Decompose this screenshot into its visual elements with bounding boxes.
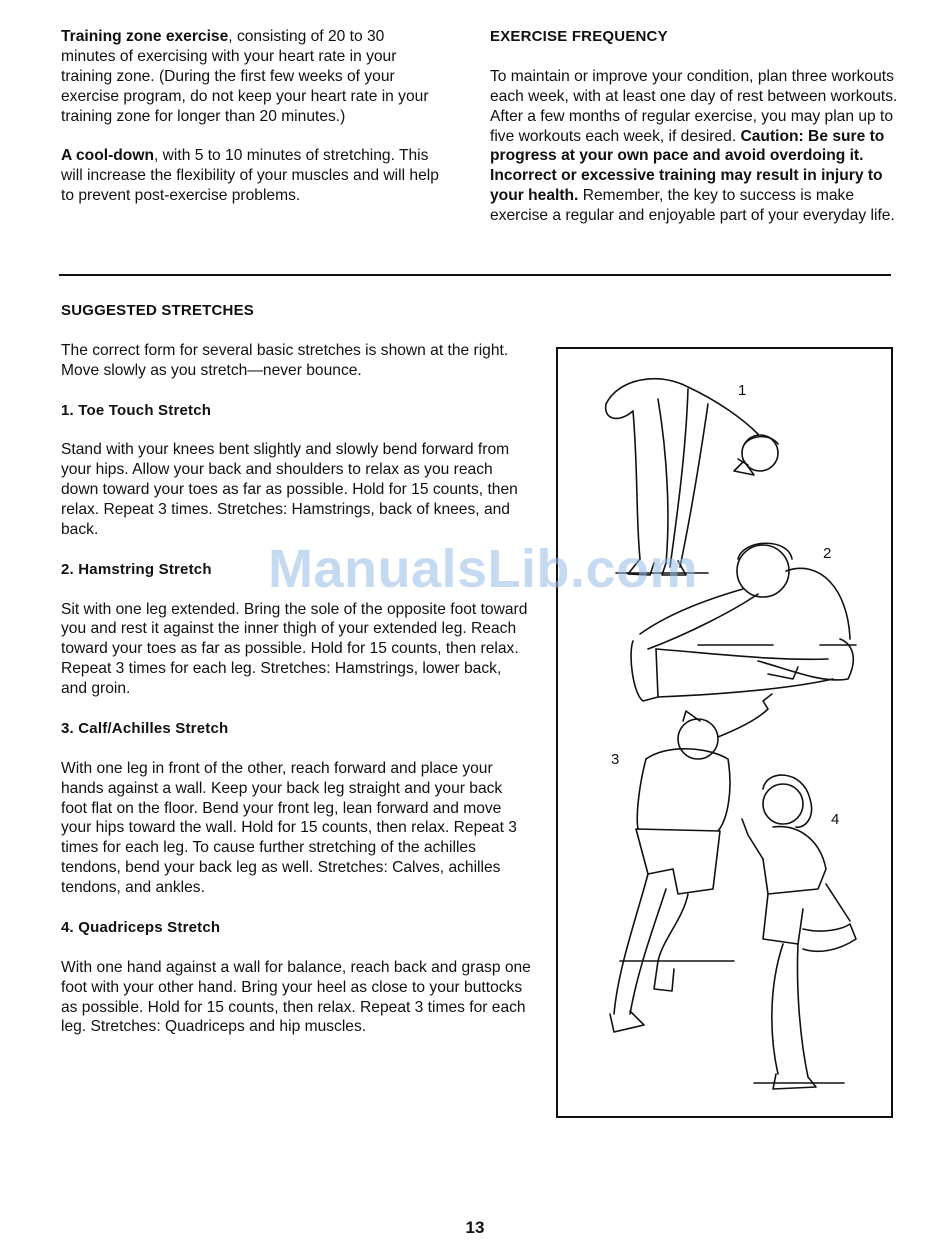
training-components-column [61,27,441,206]
stretch-description: Sit with one leg extended. Bring the sole of the opposite foot toward you and rest it against the inner thigh of your extended leg. Reach toward your toes as far as possible. Hold for 15 counts, then relax. Repeat 3 times for each leg. Stretches: Hamstrings, lower back, and groin. [61,600,528,698]
stretch-title: 2. Hamstring Stretch [61,560,212,578]
calf-achilles-stretch-figure [610,694,772,1032]
cool-down-text: , with 5 to 10 minutes of stretching. This will increase the flexibility of your muscles and will help to prevent post-exercise problems. [61,147,439,205]
exercise-frequency-section [490,27,900,226]
figure-label-1: 1 [738,382,747,399]
suggested-stretches-section [61,301,531,1037]
stretches-illustration [558,349,891,1116]
stretch-title: 3. Calf/Achilles Stretch [61,719,229,737]
exercise-frequency-heading: EXERCISE FREQUENCY [490,28,668,45]
training-zone-paragraph [61,27,441,127]
stretch-title: 1. Toe Touch Stretch [61,401,212,419]
page-number: 13 [465,1218,485,1237]
stretch-title: 4. Quadriceps Stretch [61,918,221,936]
figure-label-2: 2 [823,545,832,562]
stretch-description: With one leg in front of the other, reach forward and place your hands against a wall. Keep your back leg straight and your back foot flat on the floor. Bend your front leg, lean forward and move your hips toward the wall. Hold for 15 counts, then relax. Repeat 3 times for each leg. To cause further stretching of the achilles tendons, bend your back leg as well. Stretches: Calves, achilles tendons, and ankles. [61,759,517,897]
stretch-description: With one hand against a wall for balance, reach back and grasp one foot with your other hand. Bring your heel as close to your buttocks as possible. Hold for 15 counts, then relax. Repeat 3 times for each leg. Stretches: Quadriceps and hip muscles. [61,958,531,1036]
figure-label-4: 4 [831,811,840,828]
stretches-illustration-box [556,347,893,1118]
closing-text: Remember, the key to success is make exercise a regular and enjoyable part of your everyday life. [490,187,895,225]
stretch-description: Stand with your knees bent slightly and slowly bend forward from your hips. Allow your back and shoulders to relax as you reach down toward your toes as far as possible. Hold for 15 counts, then relax. Repeat 3 times. Stretches: Hamstrings, back of knees, and back. [61,441,518,538]
watermark: ManualsLib.com [268,539,699,599]
cool-down-term: A cool-down [61,147,154,165]
cool-down-paragraph [61,146,441,206]
caution-text: Caution: Be sure to progress at your own pace and avoid overdoing it. Incorrect or excessive training may result in injury to your health. [490,127,885,205]
suggested-stretches-heading: SUGGESTED STRETCHES [61,302,254,319]
section-divider [59,274,891,276]
stretches-intro: The correct form for several basic stretches is shown at the right. Move slowly as you stretch—never bounce. [61,341,509,379]
exercise-frequency-paragraph [490,67,900,226]
figure-label-3: 3 [611,751,620,768]
exercise-frequency-text: To maintain or improve your condition, plan three workouts each week, with at least one day of rest between workouts. After a few months of regular exercise, you may plan up to five workouts each week, if desired. [490,67,898,145]
training-zone-term: Training zone exercise [61,28,229,45]
training-zone-text: , consisting of 20 to 30 minutes of exercising with your heart rate in your training zone. (During the first few weeks of your exercise program, do not keep your heart rate in your training zone for longer than 20 minutes.) [61,28,429,125]
